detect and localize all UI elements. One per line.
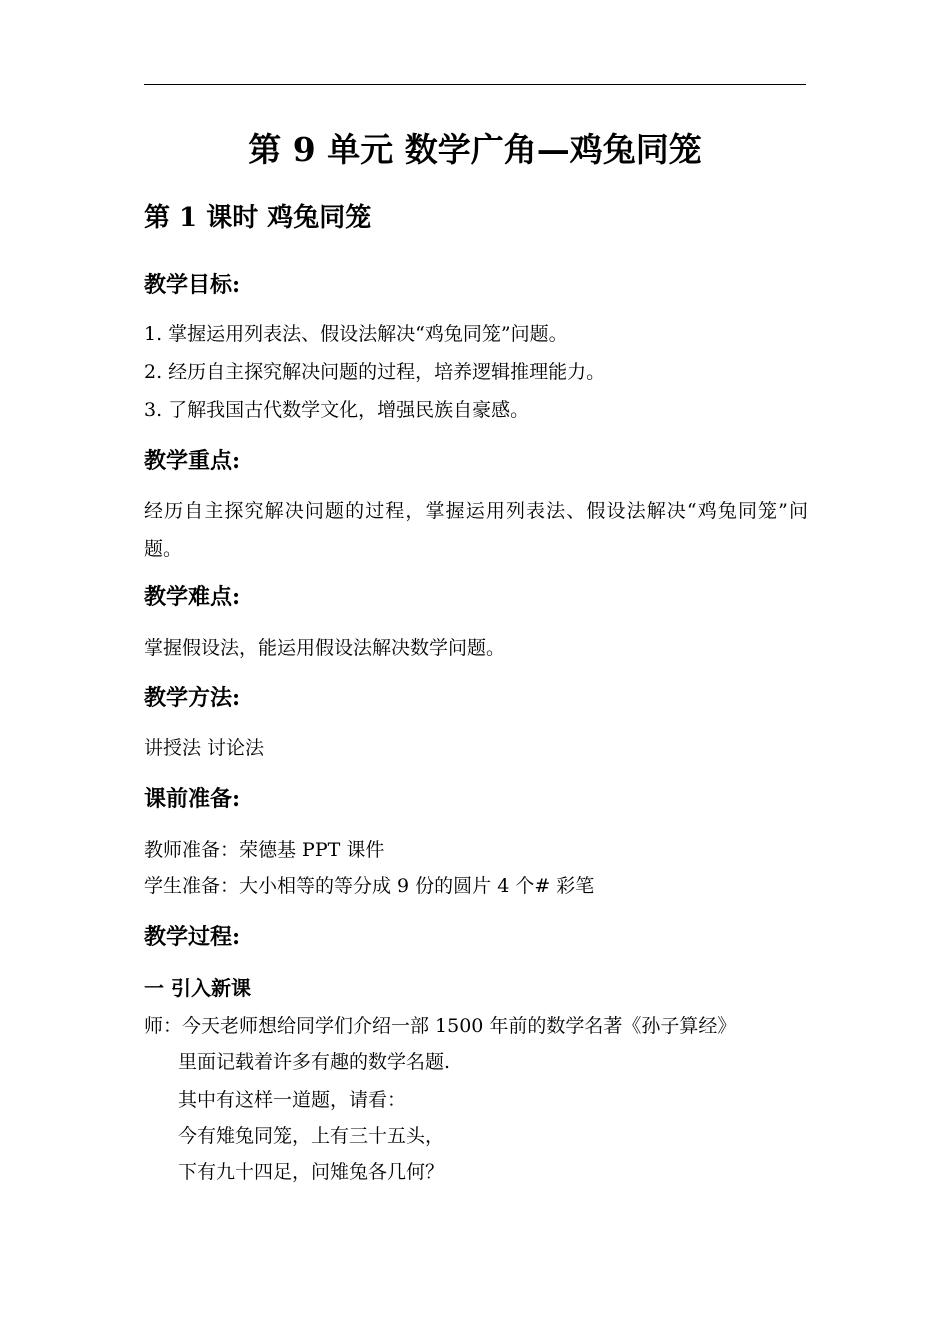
process-line-2: 里面记载着许多有趣的数学名题. [178,1051,451,1073]
section-one-heading: 一 引入新课 [144,976,251,1000]
difficulties-text: 掌握假设法，能运用假设法解决数学问题。 [144,637,506,659]
methods-heading: 教学方法: [144,685,241,711]
process-heading: 教学过程: [144,924,241,950]
objective-item-3: 3. 了解我国古代数学文化，增强民族自豪感。 [144,399,530,421]
teacher-preparation: 教师准备：荣德基 PPT 课件 [144,839,385,861]
unit-title: 第 9 单元 数学广角—鸡兔同笼 [248,130,702,169]
lesson-title: 第 1 课时 鸡兔同笼 [144,203,372,233]
key-points-heading: 教学重点: [144,448,241,474]
objective-item-1: 1. 掌握运用列表法、假设法解决“鸡兔同笼”问题。 [144,323,568,345]
objectives-heading: 教学目标: [144,272,241,298]
preparation-heading: 课前准备: [144,786,241,812]
process-line-5: 下有九十四足，问雉兔各几何？ [178,1161,445,1183]
header-rule [144,84,806,85]
difficulties-heading: 教学难点: [144,584,241,610]
objective-item-2: 2. 经历自主探究解决问题的过程，培养逻辑推理能力。 [144,361,606,383]
process-line-3: 其中有这样一道题，请看： [178,1089,407,1111]
methods-text: 讲授法 讨论法 [144,737,265,759]
student-preparation: 学生准备：大小相等的等分成 9 份的圆片 4 个# 彩笔 [144,875,595,897]
process-line-1: 师：今天老师想给同学们介绍一部 1500 年前的数学名著《孙子算经》 [144,1015,737,1037]
process-line-4: 今有雉兔同笼，上有三十五头， [178,1125,445,1147]
key-points-text: 经历自主探究解决问题的过程，掌握运用列表法、假设法解决“鸡兔同笼”问题。 [144,500,808,560]
